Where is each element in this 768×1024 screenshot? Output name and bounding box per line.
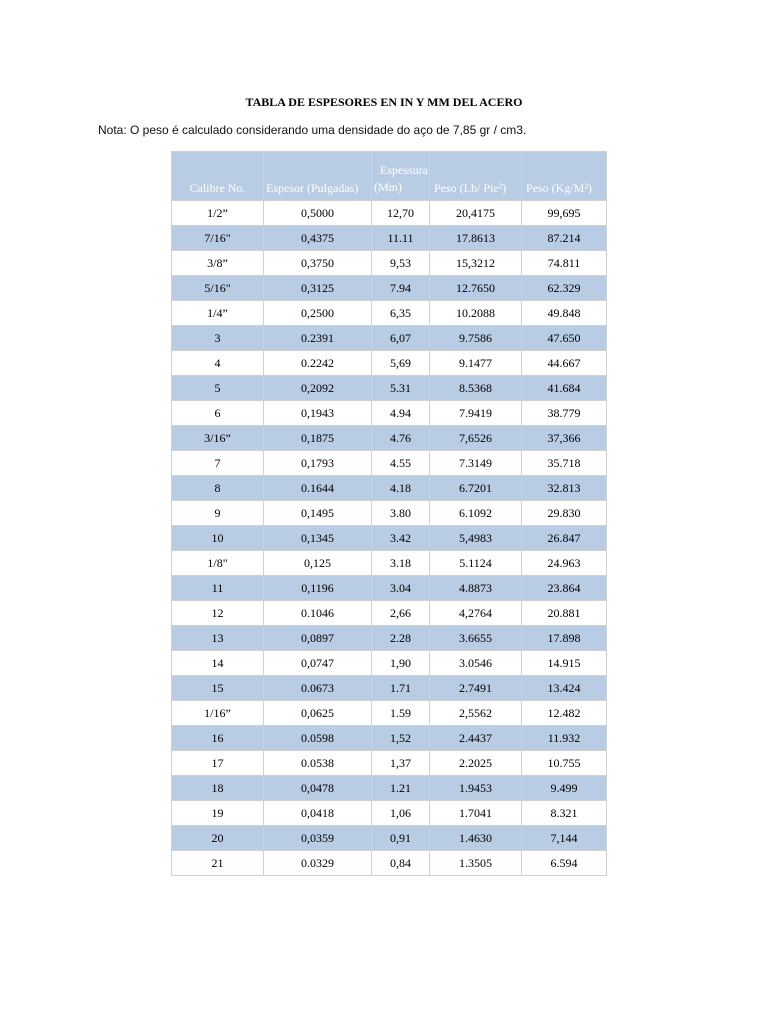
calibre-cell: 14 <box>172 651 264 676</box>
peso-lb-cell: 4.8873 <box>430 576 522 601</box>
table-row <box>172 626 607 651</box>
espessura-mm-cell: 1.21 <box>372 776 430 801</box>
table-row <box>172 576 607 601</box>
peso-kg-cell: 32.813 <box>522 476 607 501</box>
espesor-pulgadas-cell: 0,3750 <box>264 251 372 276</box>
peso-lb-cell: 7.9419 <box>430 401 522 426</box>
document-title: TABLA DE ESPESORES EN IN Y MM DEL ACERO <box>245 95 523 109</box>
header-peso-lb: Peso (Lb/ Pie²) <box>430 152 522 201</box>
table-body <box>172 201 607 876</box>
header-espesor-pulgadas: Espesor (Pulgadas) <box>264 152 372 201</box>
espessura-mm-cell: 1.59 <box>372 701 430 726</box>
espesor-pulgadas-cell: 0,125 <box>264 551 372 576</box>
espesor-pulgadas-cell: 0,1495 <box>264 501 372 526</box>
espessura-mm-cell: 0,84 <box>372 851 430 876</box>
espesor-pulgadas-cell: 0.2242 <box>264 351 372 376</box>
calibre-cell: 1/4” <box>172 301 264 326</box>
espessura-mm-cell: 3.80 <box>372 501 430 526</box>
calibre-cell: 17 <box>172 751 264 776</box>
peso-kg-cell: 13.424 <box>522 676 607 701</box>
peso-kg-cell: 24.963 <box>522 551 607 576</box>
peso-kg-cell: 87.214 <box>522 226 607 251</box>
table-row <box>172 251 607 276</box>
calibre-cell: 1/16” <box>172 701 264 726</box>
espessura-mm-cell: 4.18 <box>372 476 430 501</box>
peso-lb-cell: 1.7041 <box>430 801 522 826</box>
espessura-mm-cell: 6,07 <box>372 326 430 351</box>
peso-kg-cell: 9.499 <box>522 776 607 801</box>
table-row <box>172 826 607 851</box>
header-espessura-label: Espessura <box>380 163 428 177</box>
calibre-cell: 20 <box>172 826 264 851</box>
espesor-pulgadas-cell: 0,0359 <box>264 826 372 851</box>
table-row <box>172 401 607 426</box>
header-mm-label: (Mm) <box>374 180 402 194</box>
espesor-pulgadas-cell: 0,3125 <box>264 276 372 301</box>
table-row <box>172 601 607 626</box>
peso-kg-cell: 41.684 <box>522 376 607 401</box>
peso-kg-cell: 49.848 <box>522 301 607 326</box>
espesor-pulgadas-cell: 0,0478 <box>264 776 372 801</box>
calibre-cell: 4 <box>172 351 264 376</box>
calibre-cell: 10 <box>172 526 264 551</box>
peso-lb-cell: 7,6526 <box>430 426 522 451</box>
peso-lb-cell: 6.1092 <box>430 501 522 526</box>
peso-kg-cell: 38.779 <box>522 401 607 426</box>
espessura-mm-cell: 7.94 <box>372 276 430 301</box>
peso-kg-cell: 6.594 <box>522 851 607 876</box>
peso-kg-cell: 10.755 <box>522 751 607 776</box>
peso-lb-cell: 17.8613 <box>430 226 522 251</box>
table-row <box>172 751 607 776</box>
table-row <box>172 276 607 301</box>
peso-lb-cell: 1.4630 <box>430 826 522 851</box>
espesor-pulgadas-cell: 0.0673 <box>264 676 372 701</box>
calibre-cell: 12 <box>172 601 264 626</box>
table-row <box>172 351 607 376</box>
espesor-pulgadas-cell: 0,1345 <box>264 526 372 551</box>
peso-kg-cell: 8.321 <box>522 801 607 826</box>
peso-kg-cell: 99,695 <box>522 201 607 226</box>
table-row <box>172 451 607 476</box>
espesor-pulgadas-cell: 0.0329 <box>264 851 372 876</box>
espessura-mm-cell: 2.28 <box>372 626 430 651</box>
table-row <box>172 801 607 826</box>
peso-kg-cell: 47.650 <box>522 326 607 351</box>
espessura-mm-cell: 1,06 <box>372 801 430 826</box>
peso-kg-cell: 23.864 <box>522 576 607 601</box>
espessura-mm-cell: 1,37 <box>372 751 430 776</box>
espessura-mm-cell: 4.55 <box>372 451 430 476</box>
peso-lb-cell: 5,4983 <box>430 526 522 551</box>
table-row <box>172 651 607 676</box>
calibre-cell: 16 <box>172 726 264 751</box>
table-row <box>172 426 607 451</box>
calibre-cell: 1/2” <box>172 201 264 226</box>
espessura-mm-cell: 5.31 <box>372 376 430 401</box>
peso-lb-cell: 2.4437 <box>430 726 522 751</box>
espessura-mm-cell: 9,53 <box>372 251 430 276</box>
calibre-cell: 19 <box>172 801 264 826</box>
espessura-mm-cell: 11.11 <box>372 226 430 251</box>
peso-lb-cell: 9.7586 <box>430 326 522 351</box>
espesor-pulgadas-cell: 0,5000 <box>264 201 372 226</box>
espessura-mm-cell: 4.76 <box>372 426 430 451</box>
table-row <box>172 676 607 701</box>
peso-kg-cell: 11.932 <box>522 726 607 751</box>
peso-lb-cell: 10.2088 <box>430 301 522 326</box>
peso-lb-cell: 2,5562 <box>430 701 522 726</box>
peso-lb-cell: 9.1477 <box>430 351 522 376</box>
peso-lb-cell: 15,3212 <box>430 251 522 276</box>
peso-lb-cell: 4,2764 <box>430 601 522 626</box>
espesor-pulgadas-cell: 0,1793 <box>264 451 372 476</box>
peso-kg-cell: 29.830 <box>522 501 607 526</box>
peso-lb-cell: 3.6655 <box>430 626 522 651</box>
espessura-mm-cell: 6,35 <box>372 301 430 326</box>
calibre-cell: 1/8" <box>172 551 264 576</box>
espessura-mm-cell: 0,91 <box>372 826 430 851</box>
calibre-cell: 18 <box>172 776 264 801</box>
espesor-pulgadas-cell: 0,0747 <box>264 651 372 676</box>
table-row <box>172 726 607 751</box>
calibre-cell: 7 <box>172 451 264 476</box>
peso-kg-cell: 44.667 <box>522 351 607 376</box>
calibre-cell: 3 <box>172 326 264 351</box>
espessura-mm-cell: 1.71 <box>372 676 430 701</box>
espessura-mm-cell: 1,52 <box>372 726 430 751</box>
table-row <box>172 501 607 526</box>
calibre-cell: 3/16” <box>172 426 264 451</box>
header-peso-kg: Peso (Kg/M²) <box>522 152 607 201</box>
espessura-mm-cell: 3.18 <box>372 551 430 576</box>
peso-kg-cell: 74.811 <box>522 251 607 276</box>
peso-kg-cell: 7,144 <box>522 826 607 851</box>
espesor-pulgadas-cell: 0.0538 <box>264 751 372 776</box>
espesor-pulgadas-cell: 0,2092 <box>264 376 372 401</box>
calibre-cell: 3/8” <box>172 251 264 276</box>
peso-kg-cell: 35.718 <box>522 451 607 476</box>
espesor-pulgadas-cell: 0,1875 <box>264 426 372 451</box>
peso-lb-cell: 2.2025 <box>430 751 522 776</box>
calibre-cell: 13 <box>172 626 264 651</box>
peso-kg-cell: 17.898 <box>522 626 607 651</box>
peso-kg-cell: 26.847 <box>522 526 607 551</box>
espesor-pulgadas-cell: 0,0418 <box>264 801 372 826</box>
peso-lb-cell: 12.7650 <box>430 276 522 301</box>
calibre-cell: 7/16" <box>172 226 264 251</box>
calibre-cell: 5/16" <box>172 276 264 301</box>
peso-lb-cell: 1.3505 <box>430 851 522 876</box>
density-note: Nota: O peso é calculado considerando uma densidade do aço de 7,85 gr / cm3. <box>98 123 527 137</box>
table-row <box>172 326 607 351</box>
espessura-mm-cell: 12,70 <box>372 201 430 226</box>
espesor-pulgadas-cell: 0.1644 <box>264 476 372 501</box>
peso-lb-cell: 6.7201 <box>430 476 522 501</box>
steel-thickness-table <box>171 151 607 876</box>
peso-lb-cell: 8.5368 <box>430 376 522 401</box>
table-row <box>172 476 607 501</box>
header-calibre: Calibre No. <box>172 152 264 201</box>
table-row <box>172 551 607 576</box>
calibre-cell: 11 <box>172 576 264 601</box>
espessura-mm-cell: 1,90 <box>372 651 430 676</box>
espessura-mm-cell: 3.04 <box>372 576 430 601</box>
calibre-cell: 8 <box>172 476 264 501</box>
table-row <box>172 376 607 401</box>
calibre-cell: 15 <box>172 676 264 701</box>
espesor-pulgadas-cell: 0,4375 <box>264 226 372 251</box>
table-row <box>172 201 607 226</box>
espessura-mm-cell: 5,69 <box>372 351 430 376</box>
espesor-pulgadas-cell: 0.2391 <box>264 326 372 351</box>
peso-kg-cell: 20.881 <box>522 601 607 626</box>
peso-lb-cell: 2.7491 <box>430 676 522 701</box>
table-row <box>172 851 607 876</box>
espesor-pulgadas-cell: 0,1196 <box>264 576 372 601</box>
espesor-pulgadas-cell: 0.0598 <box>264 726 372 751</box>
espessura-mm-cell: 4.94 <box>372 401 430 426</box>
espesor-pulgadas-cell: 0.1046 <box>264 601 372 626</box>
table-row <box>172 301 607 326</box>
table-row <box>172 526 607 551</box>
espessura-mm-cell: 3.42 <box>372 526 430 551</box>
peso-lb-cell: 1.9453 <box>430 776 522 801</box>
header-espessura-mm <box>372 152 430 201</box>
espesor-pulgadas-cell: 0,1943 <box>264 401 372 426</box>
peso-lb-cell: 3.0546 <box>430 651 522 676</box>
peso-lb-cell: 20,4175 <box>430 201 522 226</box>
table-row <box>172 776 607 801</box>
peso-lb-cell: 5.1124 <box>430 551 522 576</box>
table-row <box>172 226 607 251</box>
peso-kg-cell: 62.329 <box>522 276 607 301</box>
calibre-cell: 21 <box>172 851 264 876</box>
peso-kg-cell: 37,366 <box>522 426 607 451</box>
espesor-pulgadas-cell: 0,0897 <box>264 626 372 651</box>
peso-lb-cell: 7.3149 <box>430 451 522 476</box>
espessura-mm-cell: 2,66 <box>372 601 430 626</box>
calibre-cell: 5 <box>172 376 264 401</box>
calibre-cell: 6 <box>172 401 264 426</box>
espesor-pulgadas-cell: 0,2500 <box>264 301 372 326</box>
calibre-cell: 9 <box>172 501 264 526</box>
peso-kg-cell: 12.482 <box>522 701 607 726</box>
peso-kg-cell: 14.915 <box>522 651 607 676</box>
espesor-pulgadas-cell: 0,0625 <box>264 701 372 726</box>
table-row <box>172 701 607 726</box>
table-header-row <box>172 152 607 201</box>
